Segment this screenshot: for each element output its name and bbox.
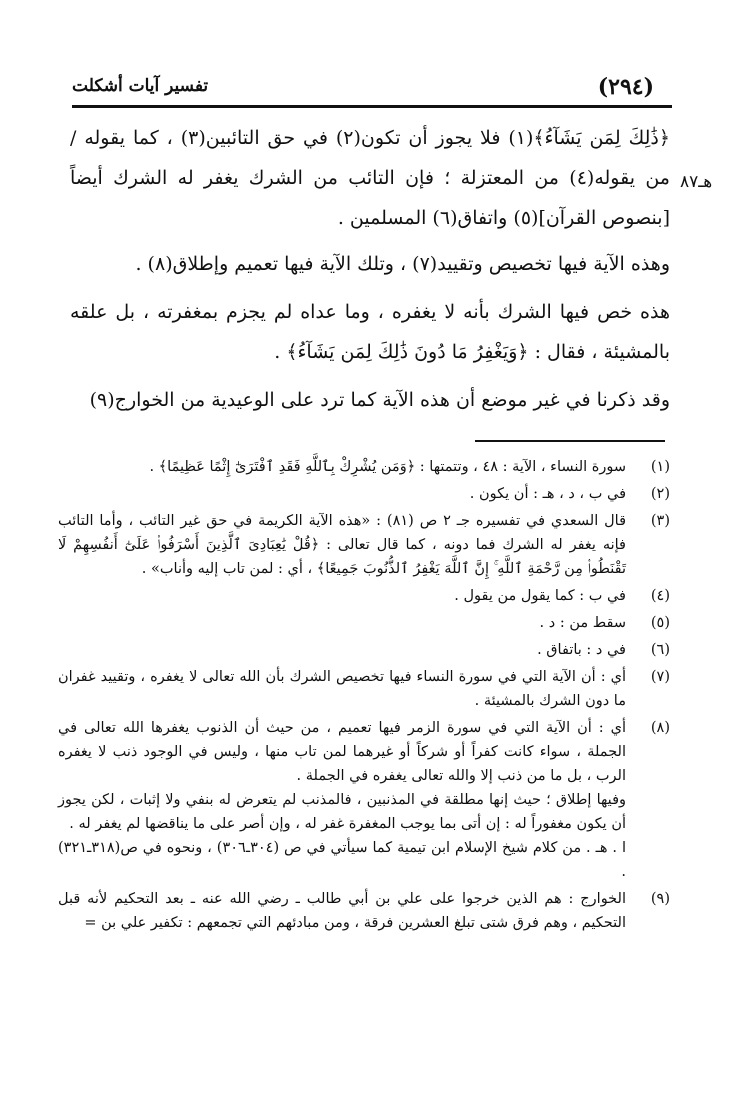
footnote: [58, 638, 670, 662]
footnote-text: أي : أن الآية التي في سورة الزمر فيها تعميم ، من حيث أن الذنوب يغفرها الله تعالى في الجملة ، سواء كانت كفراً أو شركاً أو غيرهما لمن تاب منها ، وليس في الوجود ذنب لا يغفره الرب ، بل ما من ذنب إلا والله تعالى يغفره في الجملة .: [58, 720, 627, 784]
footnote-text: الخوارج : هم الذين خرجوا على علي بن أبي طالب ـ رضي الله عنه ـ بعد التحكيم لأنه قبل التحكيم ، وهم فرق شتى تبلغ العشرين فرقة ، ومن مبادئهم التي تجمعهم : تكفير علي بن =: [58, 891, 626, 931]
footnote-separator: [475, 440, 665, 442]
footnote-number: (٥): [650, 615, 670, 631]
footnote-number: (٣): [650, 513, 670, 529]
footnote: [58, 716, 670, 884]
footnote-number: (٢): [650, 486, 670, 502]
footnote-text: قال السعدي في تفسيره جـ ٢ ص (٨١) : «هذه الآية الكريمة في حق غير التائب ، وأما التائب فإنه يغفر له الشرك فما دونه ، كما قال تعالى : ﴿قُلْ يَٰعِبَادِىَ ٱلَّذِينَ أَسْرَفُوا۟ عَلَىٰٓ أَنفُسِهِمْ لَا تَقْنَطُوا۟ مِن رَّحْمَةِ ٱللَّهِ ۚ إِنَّ ٱللَّهَ يَغْفِرُ ٱلذُّنُوبَ جَمِيعًا﴾ ، أي : لمن تاب إليه وأناب» .: [58, 513, 627, 577]
footnote-text: سقط من : د .: [539, 615, 626, 631]
footnote: [58, 665, 670, 713]
book-title: تفسير آيات أشكلت: [72, 76, 209, 96]
footnote: [58, 509, 670, 581]
running-header: [72, 74, 662, 104]
footnote-text: في د : باتفاق .: [537, 642, 626, 658]
footnote-text: سورة النساء ، الآية : ٤٨ ، وتتمتها : ﴿وَمَن يُشْرِكْ بِٱللَّهِ فَقَدِ ٱفْتَرَىٰٓ إِثْمًا عَظِيمًا﴾ .: [149, 459, 626, 475]
footnote-text: ا . هـ . من كلام شيخ الإسلام ابن تيمية كما سيأتي في ص (٣٠٤ـ٣٠٦) ، ونحوه في ص(٣١٨ـ٣٢١) .: [58, 840, 626, 880]
footnote: [58, 455, 670, 479]
page-number: (٢٩٤): [597, 74, 654, 100]
footnote-text: في ب : كما يقول من يقول .: [454, 588, 626, 604]
paragraph: هذه خص فيها الشرك بأنه لا يغفره ، وما عداه لم يجزم بمغفرته ، بل علقه بالمشيئة ، فقال : ﴿وَيَغْفِرُ مَا دُونَ ذَٰلِكَ لِمَن يَشَآءُ﴾ .: [70, 301, 670, 363]
paragraph: ﴿ذَٰلِكَ لِمَن يَشَآءُ﴾(١) فلا يجوز أن تكون(٢) في حق التائبين(٣) ، كما يقوله / من يقوله(٤) من المعتزلة ؛ فإن التائب من الشرك يغفر له الشرك أيضاً [بنصوص القرآن](٥) واتفاق(٦) المسلمين .: [70, 127, 671, 229]
footnote: [58, 584, 670, 608]
footnote-number: (٤): [650, 588, 670, 604]
header-rule: [72, 105, 672, 108]
paragraph: وقد ذكرنا في غير موضع أن هذه الآية كما ترد على الوعيدية من الخوارج(٩): [89, 389, 670, 411]
footnote: [58, 482, 670, 506]
footnote-number: (٧): [650, 669, 670, 685]
paragraph: وهذه الآية فيها تخصيص وتقييد(٧) ، وتلك الآية فيها تعميم وإطلاق(٨) .: [135, 253, 670, 275]
margin-manuscript-folio: هـ٨٧: [680, 172, 713, 192]
footnote-text: في ب ، د ، هـ : أن يكون .: [469, 486, 626, 502]
footnote-text: وفيها إطلاق ؛ حيث إنها مطلقة في المذنبين ، فالمذنب لم يتعرض له بنفي ولا إثبات ، لكن يجوز أن يكون مغفوراً له : إن أتى بما يوجب المغفرة غفر له ، وإن أصر على ما يناقضها لم يغفر له .: [58, 792, 626, 832]
footnote: [58, 887, 670, 935]
footnote-number: (٦): [650, 642, 670, 658]
footnotes: [58, 455, 670, 938]
main-text: [70, 118, 670, 420]
footnote: [58, 611, 670, 635]
footnote-number: (٩): [650, 891, 670, 907]
footnote-number: (٨): [650, 720, 670, 736]
footnote-number: (١): [650, 459, 670, 475]
footnote-text: أي : أن الآية التي في سورة النساء فيها تخصيص الشرك بأن الله تعالى لا يغفره ، وتقييد غفران ما دون الشرك بالمشيئة .: [58, 669, 626, 709]
